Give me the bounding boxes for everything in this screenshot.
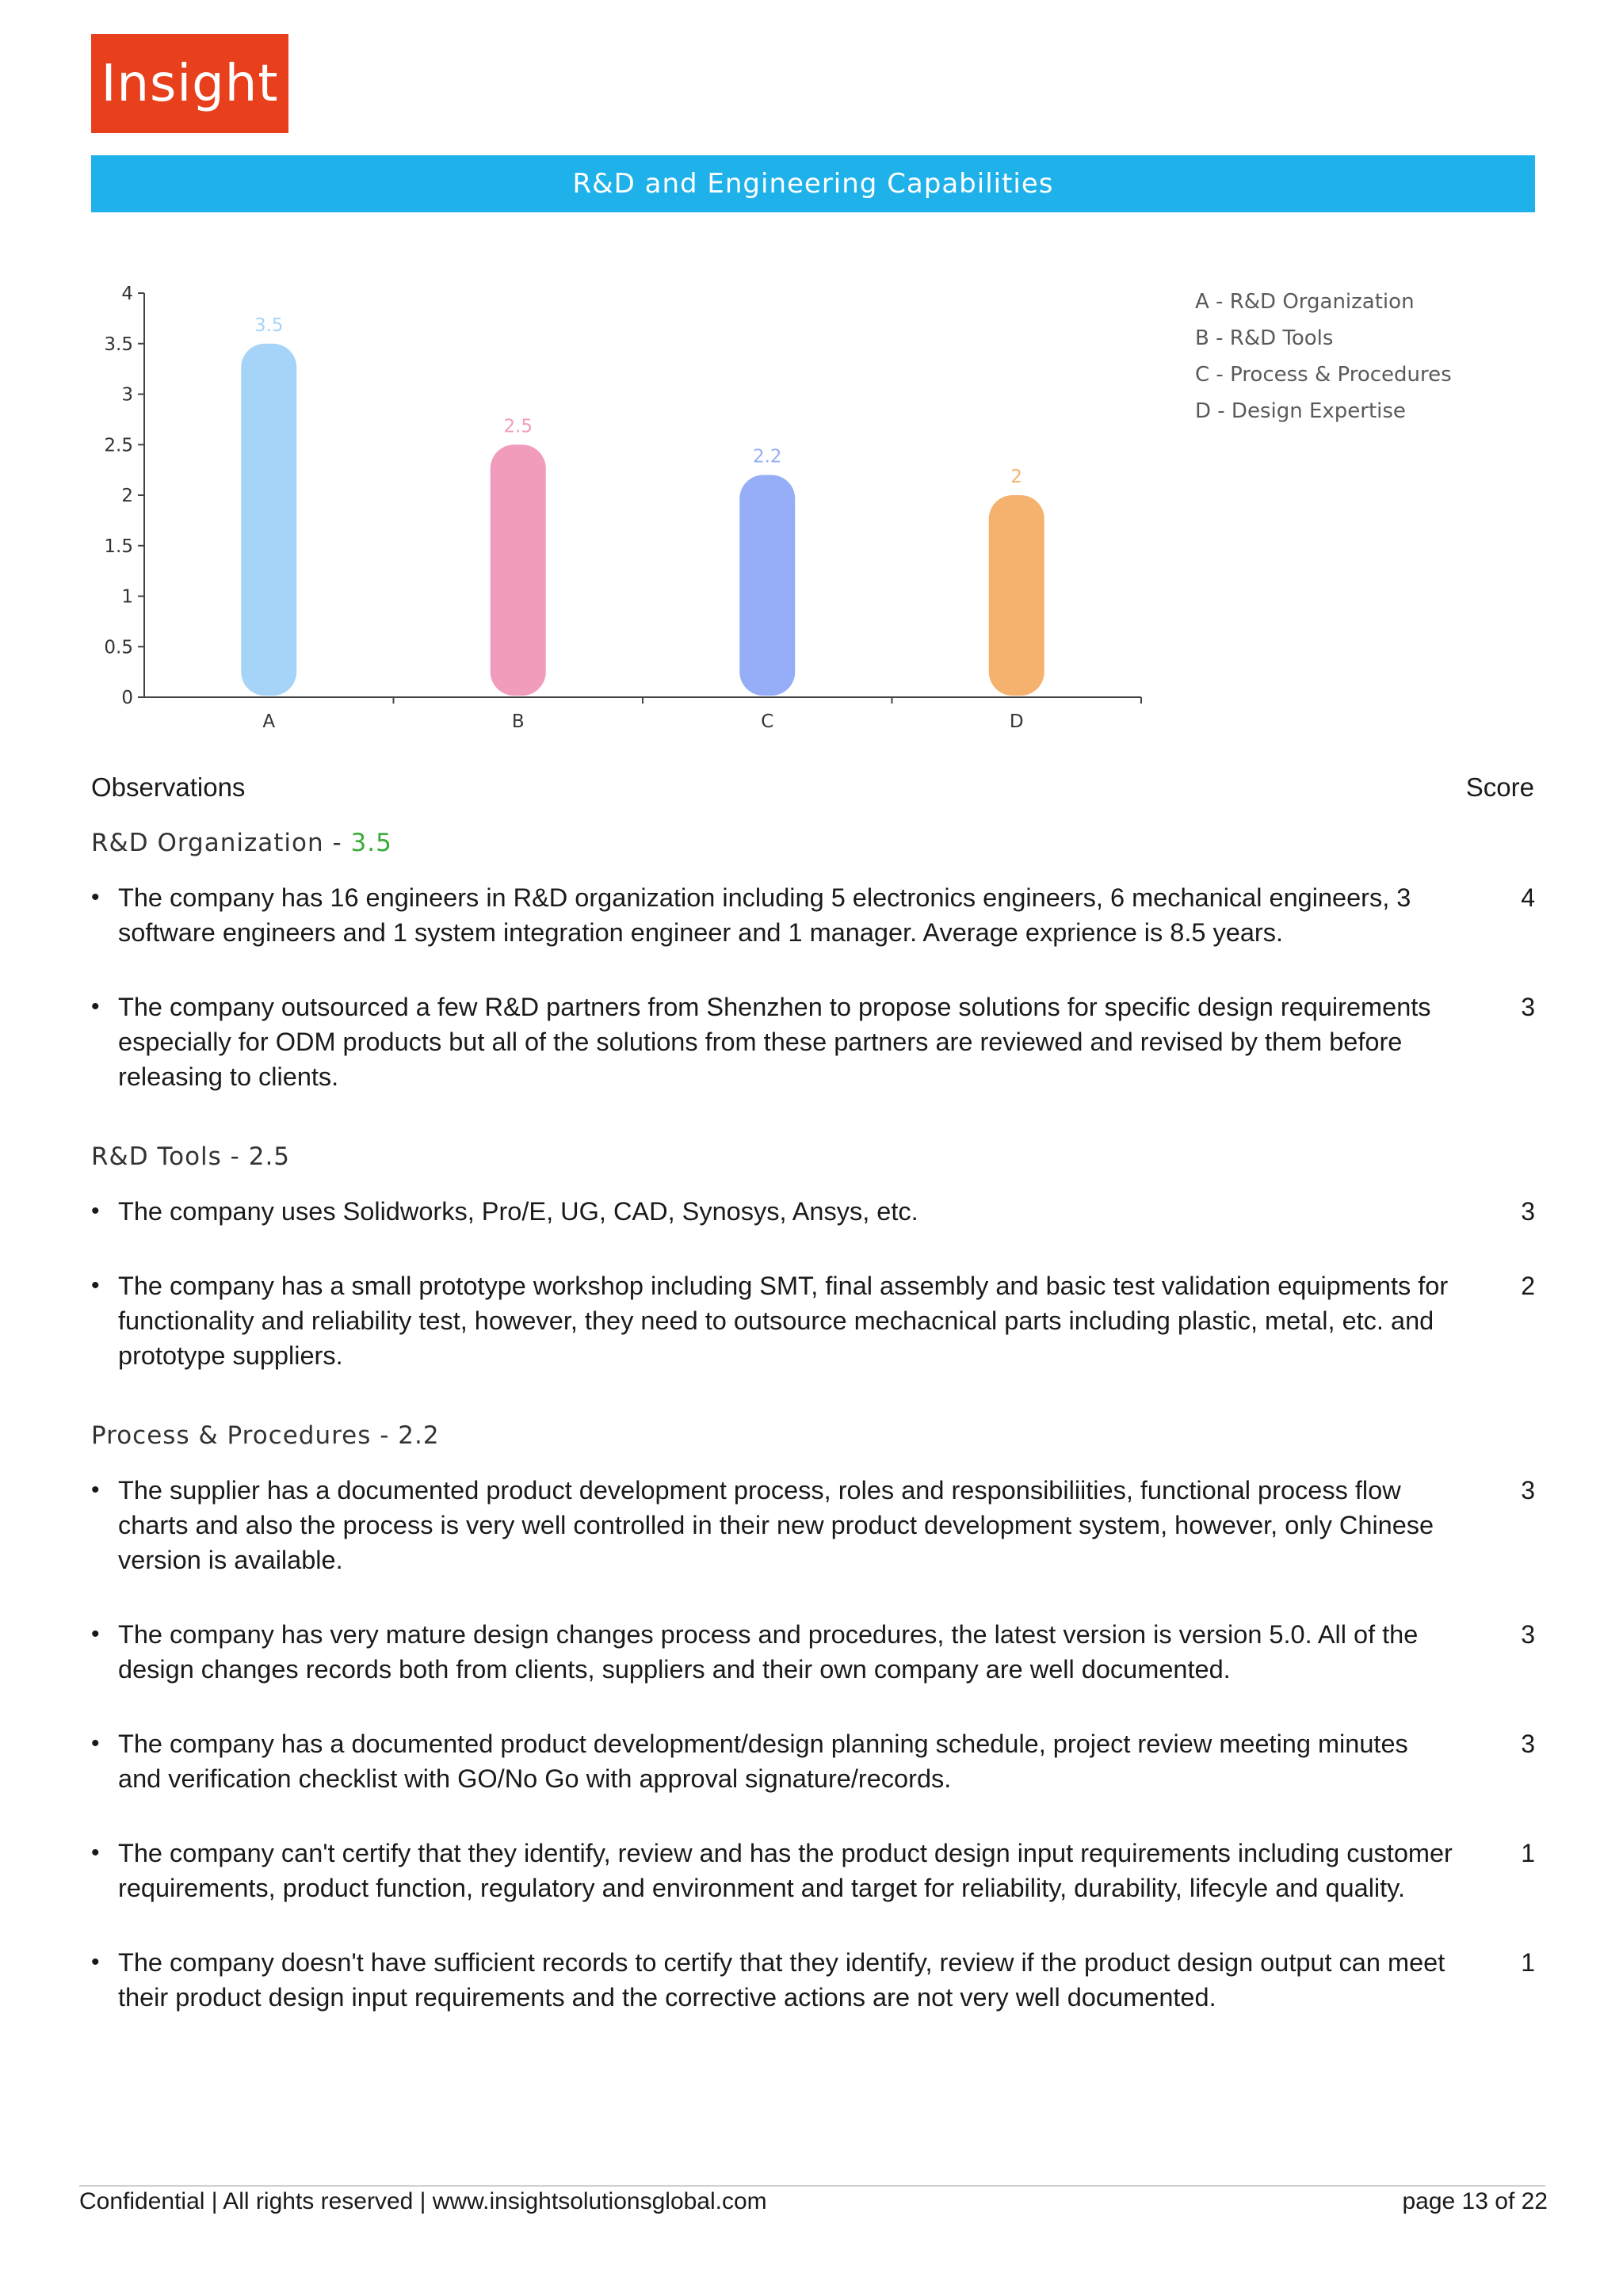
bullet-icon: • — [91, 1840, 100, 1866]
legend-item: D - Design Expertise — [1195, 399, 1406, 423]
data-label: 3.5 — [254, 315, 284, 336]
x-tick-label: B — [511, 711, 525, 732]
item-text: The company has 16 engineers in R&D organization including 5 electronics engineers, 6 mechanical engineers, 3 software engineers and 1 system integration engineer and 1 manager. Average exprience is 8.5 years. — [118, 883, 1411, 947]
y-tick-label: 0.5 — [104, 637, 133, 658]
section-score: 2.2 — [398, 1421, 440, 1450]
item-text: The company uses Solidworks, Pro/E, UG, CAD, Synosys, Ansys, etc. — [118, 1197, 918, 1226]
bar-d — [989, 495, 1044, 696]
section-banner: R&D and Engineering Capabilities — [91, 155, 1535, 212]
section-score: 3.5 — [350, 829, 392, 857]
item-text: The company doesn't have sufficient records to certify that they identify, review if the product design output can meet their product design input requirements and the corrective actions are not very well documented. — [118, 1948, 1445, 2012]
bar-b — [491, 444, 546, 696]
item-score: 3 — [1521, 993, 1535, 1021]
section-separator: - — [371, 1421, 399, 1450]
y-tick-label: 3.5 — [104, 334, 133, 355]
legend-item: A - R&D Organization — [1195, 290, 1415, 314]
y-tick-label: 0 — [121, 688, 133, 708]
list-item — [91, 1945, 1535, 2015]
section-title-text: Process & Procedures — [91, 1421, 372, 1450]
bullet-icon: • — [91, 1621, 100, 1647]
bar-c — [739, 475, 795, 696]
item-text: The company has a documented product development/design planning schedule, project review meeting minutes and verification checklist with GO/No Go with approval signature/records. — [118, 1730, 1408, 1793]
x-tick-label: C — [761, 711, 774, 732]
legend-item: B - R&D Tools — [1195, 326, 1334, 350]
section-process-procedures — [91, 1413, 1535, 2015]
y-tick-label: 4 — [121, 284, 133, 304]
list-item — [91, 1194, 1535, 1229]
list-item — [91, 880, 1535, 950]
section-rd-organization — [91, 820, 1535, 1094]
list-item — [91, 1836, 1535, 1905]
section-separator: - — [221, 1142, 249, 1171]
y-tick-label: 3 — [121, 384, 133, 406]
y-tick-label: 1 — [121, 586, 133, 608]
list-item — [91, 1726, 1535, 1796]
bullet-icon: • — [91, 1198, 100, 1224]
data-label: 2 — [1010, 467, 1023, 487]
item-text: The company has a small prototype workshop including SMT, final assembly and basic test validation equipments for functionality and reliability test, however, they need to outsource mechacnical parts including plastic, metal, etc. and prototype suppliers. — [118, 1272, 1449, 1370]
bullet-icon: • — [91, 884, 100, 910]
item-text: The company has very mature design changes process and procedures, the latest version is version 5.0. All of the design changes records both from clients, suppliers and their own company are well documented. — [118, 1620, 1419, 1684]
data-label: 2.5 — [503, 416, 533, 437]
item-score: 1 — [1521, 1839, 1535, 1867]
page-number: page 13 of 22 — [1402, 2188, 1548, 2214]
observations-list — [91, 820, 1535, 2054]
section-title — [91, 1413, 1535, 1459]
bullet-icon: • — [91, 1730, 100, 1756]
item-score: 1 — [1521, 1948, 1535, 1977]
section-title — [91, 820, 1535, 866]
bullet-icon: • — [91, 1477, 100, 1503]
chart-legend — [1195, 284, 1452, 429]
bar-a — [241, 344, 296, 696]
y-tick-label: 2 — [121, 486, 133, 506]
section-title — [91, 1134, 1535, 1180]
item-score: 3 — [1521, 1476, 1535, 1505]
section-score: 2.5 — [248, 1142, 291, 1171]
item-text: The company outsourced a few R&D partners from Shenzhen to propose solutions for specific design requirements especially for ODM products but all of the solutions from these partners are reviewed and revised by them before releasing to clients. — [118, 993, 1431, 1091]
item-score: 3 — [1521, 1730, 1535, 1758]
y-tick-label: 2.5 — [104, 435, 133, 456]
y-tick-label: 1.5 — [104, 536, 133, 557]
item-score: 2 — [1521, 1272, 1535, 1300]
observations-header: Observations — [91, 772, 246, 802]
item-score: 4 — [1521, 883, 1535, 912]
item-score: 3 — [1521, 1620, 1535, 1649]
x-tick-label: D — [1009, 711, 1024, 732]
score-header: Score — [1465, 772, 1534, 802]
footer-confidential: Confidential | All rights reserved | www.insightsolutionsglobal.com — [79, 2188, 767, 2214]
section-rd-tools — [91, 1134, 1535, 1373]
section-title-text: R&D Organization — [91, 829, 324, 857]
list-item — [91, 1473, 1535, 1577]
item-text: The supplier has a documented product development process, roles and responsibiliities, functional process flow charts and also the process is very well controlled in their new product development system, however, only Chinese version is available. — [118, 1476, 1434, 1574]
bullet-icon: • — [91, 1949, 100, 1975]
list-item — [91, 1268, 1535, 1373]
section-separator: - — [323, 829, 351, 857]
footer-divider — [79, 2185, 1545, 2187]
section-title-text: R&D Tools — [91, 1142, 222, 1171]
list-item — [91, 990, 1535, 1094]
item-text: The company can't certify that they identify, review and has the product design input requirements including customer requirements, product function, regulatory and environment and target for reliability, durability, lifecyle and quality. — [118, 1839, 1453, 1902]
item-score: 3 — [1521, 1197, 1535, 1226]
legend-item: C - Process & Procedures — [1195, 363, 1452, 387]
insight-logo: Insight — [91, 34, 288, 133]
bullet-icon: • — [91, 994, 100, 1020]
bar-chart — [87, 269, 1157, 745]
data-label: 2.2 — [752, 446, 782, 467]
bullet-icon: • — [91, 1272, 100, 1299]
list-item — [91, 1617, 1535, 1687]
x-tick-label: A — [262, 711, 276, 732]
